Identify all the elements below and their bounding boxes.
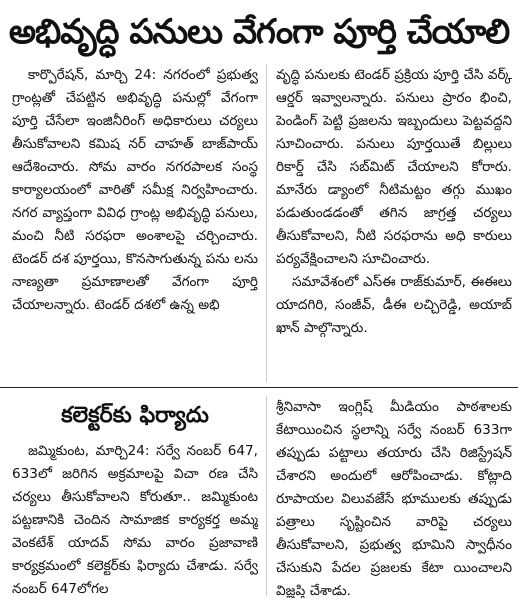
- article-paragraph: కార్పొరేషన్, మార్చి 24: నగరంలో ప్రభుత్వ గ్రాంట్లతో చేపట్టిన అభివృద్ధి పనుల్లో వేగంగా పూర్తి చేసేలా ఇంజినీరింగ్ అధికారులు చర్యలు తీసుకోవాలని కమిష నర్ చాహత్ బాజ్‌పాయ్ ఆదేశించారు. సోమ వారం నగరపాలక సంస్థ కార్యాలయంలో వారితో సమీక్ష నిర్వహించారు. నగర వ్యాప్తంగా వివిధ గ్రాంట్ల అభివృద్ధి పనులు, మంచి నీటి సరఫరా అంశాలపై చర్చించారు. టెండర్ దశ పూర్తయి, కొనసాగుతున్న పను లను నాణ్యతా ప్రమాణాలతో వేగంగా పూర్తి చేయాలన్నారు. టెండర్ దశలో ఉన్న అభి: [12, 67, 258, 313]
- article-column-left: [12, 440, 258, 598]
- section-divider: [0, 387, 518, 388]
- article-headline: కలెక్టర్‌కు ఫిర్యాదు: [61, 403, 209, 428]
- article-paragraph: జమ్మికుంట, మార్చి24: సర్వే నంబర్ 647, 633లో జరిగిన అక్రమాలపై విచా రణ చేసి చర్యలు తీసుకోవాలని కోరుతూ.. జమ్మికుంట పట్టణానికి చెందిన సామాజిక కార్యకర్త అమ్మ వెంకటేశ్ యాదవ్ సోమ వారం ప్రజావాణి కార్యక్రమంలో కలెక్టర్‌కు ఫిర్యాదు చేశాడు. సర్వే నంబర్ 647లోగల: [12, 443, 258, 597]
- article-headline: అభివృద్ధి పనులు వేగంగా పూర్తి చేయాలి: [8, 12, 510, 52]
- article-column-left: [12, 64, 258, 380]
- article-paragraph: శ్రీనివాసా ఇంగ్లిష్ మీడియం పాఠశాలకు కేటాయించిన స్థలాన్ని సర్వే నంబర్ 633గా తప్పుడు పట్టాలు తయారు చేసి రిజిస్ట్రేషన్ చేశారని అందులో ఆరోపించాడు. కోట్లాది రూపాయల విలువజేసే భూములకు తప్పుడు పత్రాలు సృష్టించిన వారిపై చర్యలు తీసుకోవాలని, ప్రభుత్వ భూమిని స్వాధీనం చేసుకుని పేదల ప్రజలకు కేటా యించాలని విజ్ఞప్తి చేశాడు.: [276, 399, 512, 598]
- article-paragraph: వృద్ధి పనులకు టెండర్ ప్రక్రియ పూర్తి చేసి వర్క్ ఆర్డర్ ఇవ్వాలన్నారు. పనులు ప్రారం భించి, పెండింగ్ పెట్టి ప్రజలను ఇబ్బందులు పెట్టవద్దని సూచించారు. పనులు పూర్తయితే బిల్లులు రికార్డ్ చేసి సబ్‌మిట్ చేయాలని కోరారు. మానేరు డ్యాంలో నీటిమట్టం తగ్గు ముఖం పడుతుండడంతో తగిన జాగ్రత్త చర్యలు తీసుకోవాలని, నీటి సరఫరాను అధి కారులు పర్యవేక్షించాలని సూచించారు.: [276, 67, 512, 267]
- article-paragraph: సమావేశంలో ఎస్ఈ రాజ్‌కుమార్, ఈఈలు యాదగిరి, సంజీవ్, డీఈ లచ్చిరెడ్డి, అయాబ్ ఖాన్ పాల్గొన్నారు.: [276, 274, 512, 336]
- article-column-right: [276, 64, 512, 380]
- article-column-right: [276, 396, 512, 598]
- column-divider: [266, 64, 267, 382]
- column-divider: [266, 396, 267, 596]
